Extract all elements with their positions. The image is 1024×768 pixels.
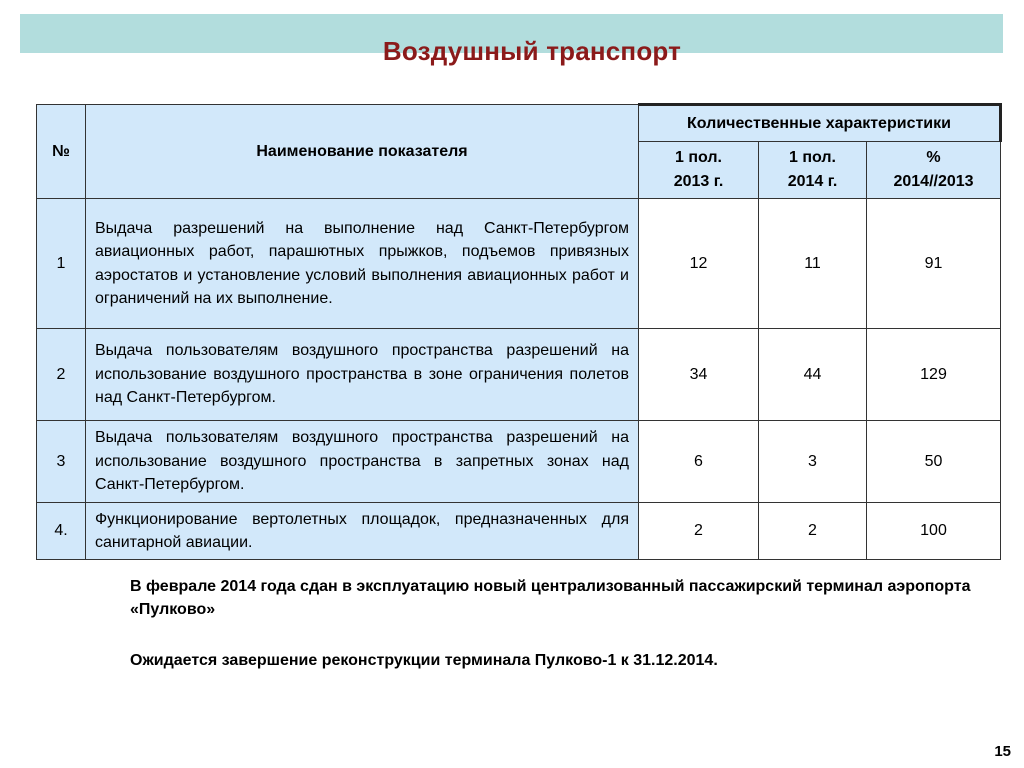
slide-title: Воздушный транспорт	[382, 36, 682, 66]
indicators-table	[36, 103, 1002, 560]
table-header-row	[37, 105, 1001, 142]
note-pulkovo-terminal: В феврале 2014 года сдан в эксплуатацию новый централизованный пассажирский терминал аэропорта «Пулково»	[130, 578, 971, 618]
row-number: 4.	[37, 503, 86, 560]
row-number: 3	[37, 421, 86, 503]
row-value-2014: 44	[759, 329, 867, 421]
page-number: 15	[994, 743, 1011, 760]
note-reconstruction: Ожидается завершение реконструкции терминала Пулково-1 к 31.12.2014.	[130, 652, 718, 669]
header-percent-line1: %	[926, 149, 941, 166]
row-value-percent: 129	[867, 329, 1001, 421]
header-2014-line2: 2014 г.	[787, 173, 838, 190]
row-value-percent: 100	[867, 503, 1001, 560]
row-value-2014: 11	[759, 199, 867, 329]
table-row	[37, 329, 1001, 421]
row-indicator-name: Функционирование вертолетных площадок, предназначенных для санитарной авиации.	[86, 503, 639, 560]
header-quantitative: Количественные характеристики	[639, 105, 1001, 142]
header-number: №	[37, 105, 86, 199]
header-2013-line1: 1 пол.	[675, 149, 722, 166]
row-value-2014: 3	[759, 421, 867, 503]
row-number: 1	[37, 199, 86, 329]
row-indicator-name: Выдача пользователям воздушного пространства разрешений на использование воздушного пространства в запретных зонах над Санкт-Петербургом.	[86, 421, 639, 503]
row-value-percent: 50	[867, 421, 1001, 503]
row-number: 2	[37, 329, 86, 421]
header-percent	[867, 142, 1001, 199]
row-indicator-name: Выдача пользователям воздушного пространства разрешений на использование воздушного пространства в зоне ограничения полетов над Санкт-Петербургом.	[86, 329, 639, 421]
row-value-2013: 2	[639, 503, 759, 560]
header-2014-line1: 1 пол.	[789, 149, 836, 166]
header-2013-line2: 2013 г.	[673, 173, 724, 190]
row-value-percent: 91	[867, 199, 1001, 329]
header-2013	[639, 142, 759, 199]
row-value-2013: 6	[639, 421, 759, 503]
table-row	[37, 503, 1001, 560]
table-row	[37, 199, 1001, 329]
table-row	[37, 421, 1001, 503]
header-percent-line2: 2014//2013	[893, 173, 974, 190]
header-2014	[759, 142, 867, 199]
row-value-2013: 34	[639, 329, 759, 421]
header-indicator-name: Наименование показателя	[86, 105, 639, 199]
row-value-2013: 12	[639, 199, 759, 329]
row-value-2014: 2	[759, 503, 867, 560]
row-indicator-name: Выдача разрешений на выполнение над Санкт-Петербургом авиационных работ, парашютных прыжков, подъемов привязных аэростатов и установление условий выполнения авиационных работ и ограничений на их выполнение.	[86, 199, 639, 329]
